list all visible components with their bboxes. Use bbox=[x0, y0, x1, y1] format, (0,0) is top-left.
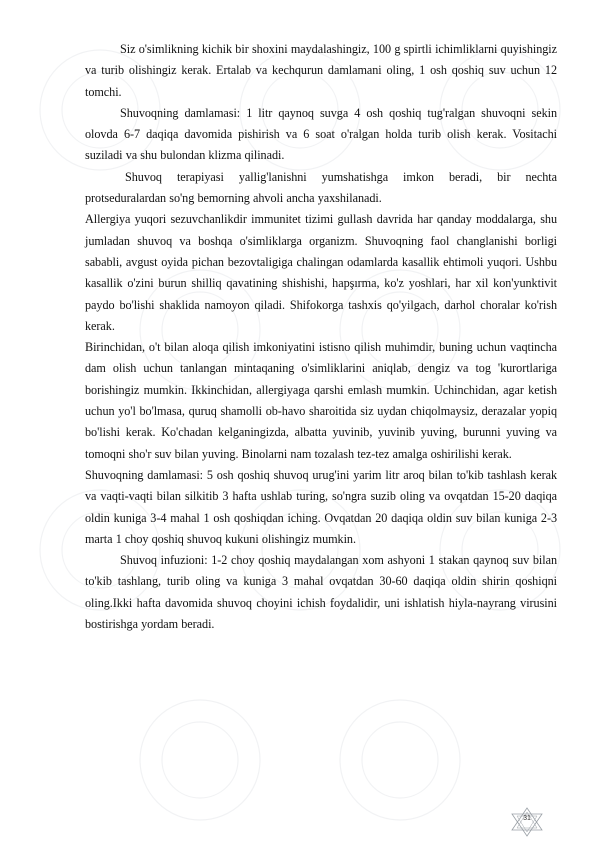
paragraph: Shuvoqning damlamasi: 1 litr qaynoq suvga 4 osh qoshiq tug'ralgan shuvoqni sekin olovda 6-7 daqiqa davomida pishirish va 6 soat o'ralgan holda turib olish kerak. Vositachi suziladi va shu bulondan klizma qilinadi. bbox=[85, 105, 557, 163]
paragraph: Shuvoqning damlamasi: 5 osh qoshiq shuvoq urug'ini yarim litr aroq bilan to'kib tashlash kerak va vaqti-vaqti bilan silkitib 3 hafta ushlab turing, so'ngra suzib oling va ovqatdan 15-20 daqiqa oldin kuniga 3-4 mahal 1 osh qoshiqdan iching. Ovqatdan 20 daqiqa oldin suv bilan kuniga 2-3 marta 1 choy qoshiq shuvoq kukuni olishingiz mumkin. bbox=[85, 467, 557, 546]
paragraph: Allergiya yuqori sezuvchanlikdir immunitet tizimi gullash davrida har qanday moddalarga, shu jumladan shuvoq va boshqa o'simliklarga organizm. Shuvoqning faol changlanishi borligi sababli, avgust oyida pichan bezovtaligiga chalingan odamlarda kasallik ehtimoli yuqori. Ushbu kasallik o'zini burun shilliq qavatining shishishi, hapşırma, ko'z yoshlari, har xil kon'yunktivit paydo bo'lishi shaklida namoyon qiladi. Shifokorga tashxis qo'yilgach, darhol choralar ko'rish kerak. bbox=[85, 212, 557, 333]
page-number-badge bbox=[510, 807, 544, 837]
page-number: 31 bbox=[523, 815, 531, 822]
paragraph: Siz o'simlikning kichik bir shoxini maydalashingiz, 100 g spirtli ichimliklarni quyishingiz va turib olishingiz kerak. Ertalab va kechqurun damlamani oling, 1 osh qoshiq suv uchun 12 tomchi. bbox=[85, 42, 557, 99]
document-body bbox=[85, 39, 557, 635]
paragraph: Birinchidan, o't bilan aloqa qilish imkoniyatini istisno qilish muhimdir, buning uchun vaqtincha dam olish uchun tanlangan mintaqaning o'simliklarini aniqlab, dengiz va tog 'kurortlariga borishingiz mumkin. Ikkinchidan, allergiyaga qarshi emlash mumkin. Uchinchidan, agar ketish uchun yo'l bo'lmasa, quruq shamolli ob-havo sharoitida siz uydan chiqolmaysiz, derazalar yopiq bo'lishi kerak. Ko'chadan kelganingizda, albatta yuvinib, yuvinib yuving, burunni yuving va tomoqni sho'r suv bilan yuving. Binolarni nam tozalash tez-tez amalga oshirilishi kerak. bbox=[85, 340, 557, 461]
paragraph: Shuvoq infuzioni: 1-2 choy qoshiq maydalangan xom ashyoni 1 stakan qaynoq suv bilan to'kib tashlang, turib oling va kuniga 3 mahal ovqatdan 30-60 daqiqa oldin shirin qoshiqni oling.Ikki hafta davomida shuvoq choyini ichish foydalidir, uni ishlatish hiyla-nayrang virusini bostirishga yordam beradi. bbox=[85, 553, 557, 632]
paragraph: Shuvoq terapiyasi yallig'lanishni yumshatishga imkon beradi, bir nechta protseduralardan so'ng bemorning ahvoli ancha yaxshilanadi. bbox=[85, 169, 557, 206]
hexagram-badge-icon bbox=[510, 807, 544, 837]
